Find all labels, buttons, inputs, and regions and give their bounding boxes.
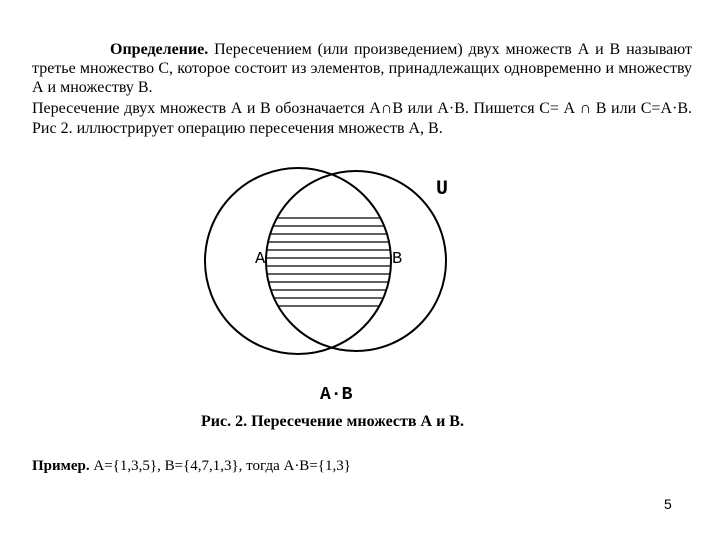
notation-paragraph: Пересечение двух множеств А и В обозначается А∩В или А·В. Пишется С= А ∩ В или С=А·В. Рис 2. иллюстрирует операцию пересечения множеств А, В. xyxy=(32,100,692,137)
example-text: А={1,3,5}, В={4,7,1,3}, тогда А·В={1,3} xyxy=(89,458,351,474)
definition-text: Пересечением (или произведением) двух множеств А и В называют третье множество С, которое состоит из элементов, принадлежащих одновременно и множеству А и множеству В. xyxy=(32,41,692,96)
set-a-label: A xyxy=(255,250,266,269)
figure-caption: Рис. 2. Пересечение множеств А и В. xyxy=(201,413,464,430)
example-line xyxy=(32,458,351,475)
set-b-label: B xyxy=(392,250,403,269)
universe-label: U xyxy=(436,178,449,201)
example-lead: Пример. xyxy=(32,458,90,474)
page-number: 5 xyxy=(664,496,672,512)
definition-lead: Определение. xyxy=(110,41,209,58)
result-label: A·B xyxy=(320,385,353,405)
